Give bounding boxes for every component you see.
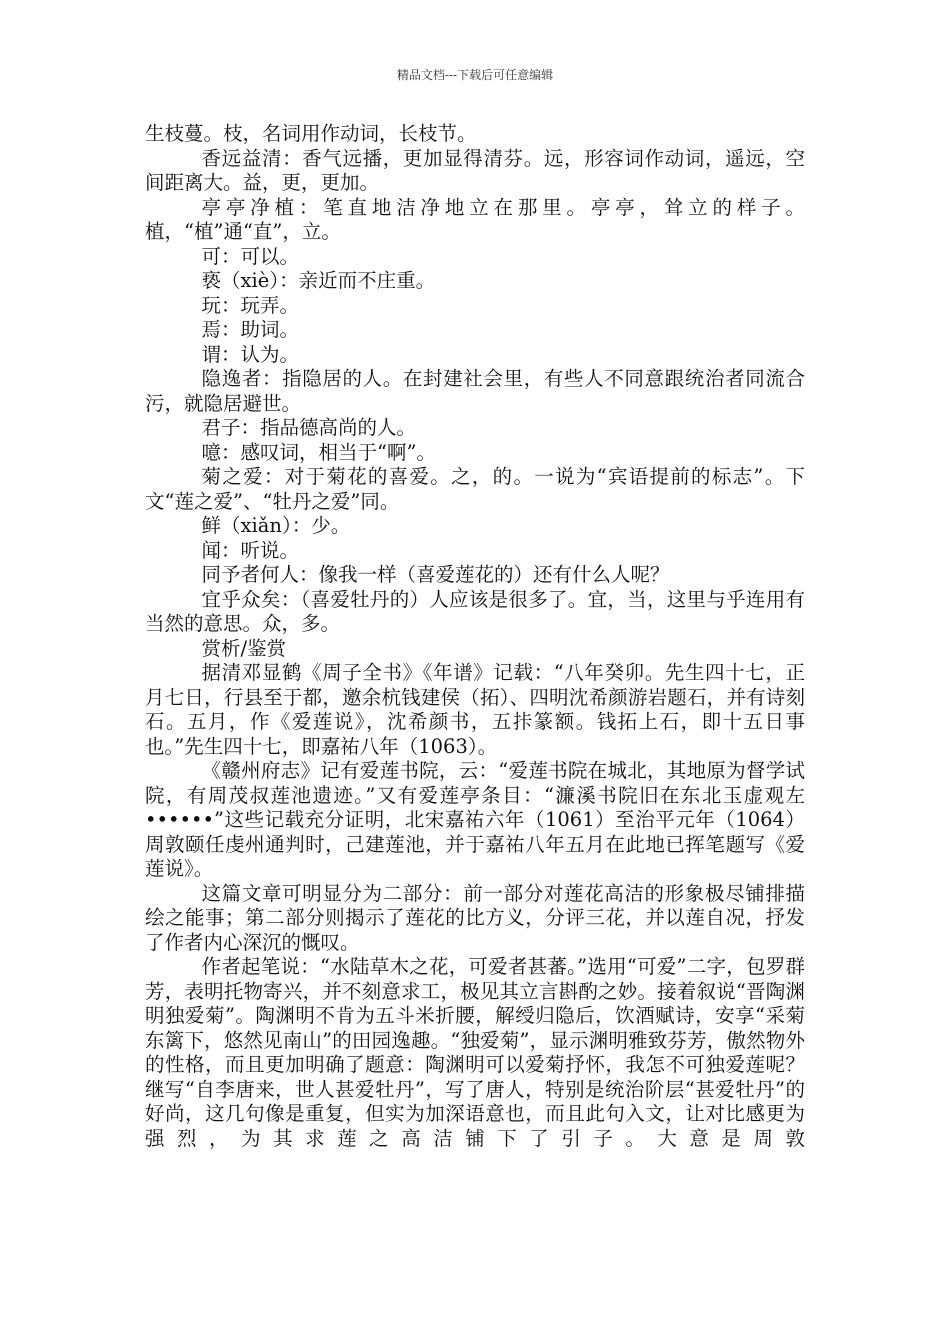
- paragraph: 菊之爱：对于菊花的喜爱。之，的。一说为“宾语提前的标志”。下文“莲之爱”、“牡丹之爱”同。: [145, 465, 805, 513]
- paragraph: 同予者何人：像我一样（喜爱莲花的）还有什么人呢？: [201, 563, 670, 586]
- paragraph: 鲜（xiǎn）：少。: [201, 514, 351, 537]
- paragraph: 《赣州府志》记有爱莲书院，云：“爱莲书院在城北，其地原为督学试院，有周茂叔莲池遗迹。”又有爱莲亭条目：“濂溪书院旧在东北玉虚观左••••••”这些记载充分证明，北宋嘉祐六年（1061）至治平元年（1064）周敦颐任虔州通判时，己建莲池，并于嘉祐八年五月在此地已挥笔题写《爱莲说》。: [145, 759, 805, 880]
- paragraph: 谓：认为。: [201, 342, 300, 366]
- paragraph: 噫：感叹词，相当于“啊”。: [201, 440, 436, 464]
- paragraph: 香远益清：香气远播，更加显得清芬。远，形容词作动词，遥远，空间距离大。益，更，更加。: [145, 146, 805, 194]
- paragraph: 闻：听说。: [201, 538, 300, 562]
- paragraph: 亭亭净植：笔直地洁净地立在那里。亭亭，耸立的样子。植，“植”通“直”，立。: [145, 195, 805, 243]
- paragraph: 隐逸者：指隐居的人。在封建社会里，有些人不同意跟统治者同流合污，就隐居避世。: [145, 367, 805, 415]
- paragraph: 可：可以。: [201, 244, 300, 268]
- paragraph: 作者起笔说：“水陆草木之花，可爱者甚蕃。”选用“可爱”二字，包罗群芳，表明托物寄兴，并不刻意求工，极见其立言斟酌之妙。接着叙说“晋陶渊明独爱菊”。陶渊明不肯为五斗米折腰，解绶归隐后，饮酒赋诗，安享“采菊东篱下，悠然见南山”的田园逸趣。“独爱菊”，显示渊明雅致芬芳，傲然物外的性格，而且更加明确了题意：陶渊明可以爱菊抒怀，我怎不可独爱莲呢？继写“自李唐来，世人甚爱牡丹”，写了唐人，特别是统治阶层“甚爱牡丹”的好尚，这几句像是重复，但实为加深语意也，而且此句入文，让对比感更为强烈，为其求莲之高洁铺下了引子。大意是周敦: [145, 955, 805, 1150]
- paragraph: 玩：玩弄。: [201, 293, 300, 317]
- paragraph: 君子：指品德高尚的人。: [201, 416, 417, 439]
- paragraph: 亵（xiè）：亲近而不庄重。: [201, 269, 436, 292]
- paragraph: 焉：助词。: [201, 318, 300, 341]
- paragraph: 这篇文章可明显分为二部分：前一部分对莲花高洁的形象极尽铺排描绘之能事；第二部分则揭示了莲花的比方义，分评三花，并以莲自况，抒发了作者内心深沉的慨叹。: [145, 881, 805, 954]
- header-watermark: 精品文档---下载后可任意编辑: [396, 68, 554, 82]
- paragraph: 赏析/鉴赏: [201, 636, 287, 660]
- paragraph: 生枝蔓。枝，名词用作动词，长枝节。: [145, 122, 477, 145]
- paragraph: 宜乎众矣：（喜爱牡丹的）人应该是很多了。宜，当，这里与乎连用有当然的意思。众，多。: [145, 587, 805, 635]
- document-body: [145, 122, 805, 1151]
- paragraph: 据清邓显鹤《周子全书》《年谱》记载：“八年癸卯。先生四十七，正月七日，行县至于都，邀余杭钱建侯（拓）、四明沈希颜游岩题石，并有诗刻石。五月，作《爱莲说》，沈希颜书，五拤篆额。钱拓上石，即十五日事也。”先生四十七，即嘉祐八年（1063）。: [145, 661, 805, 758]
